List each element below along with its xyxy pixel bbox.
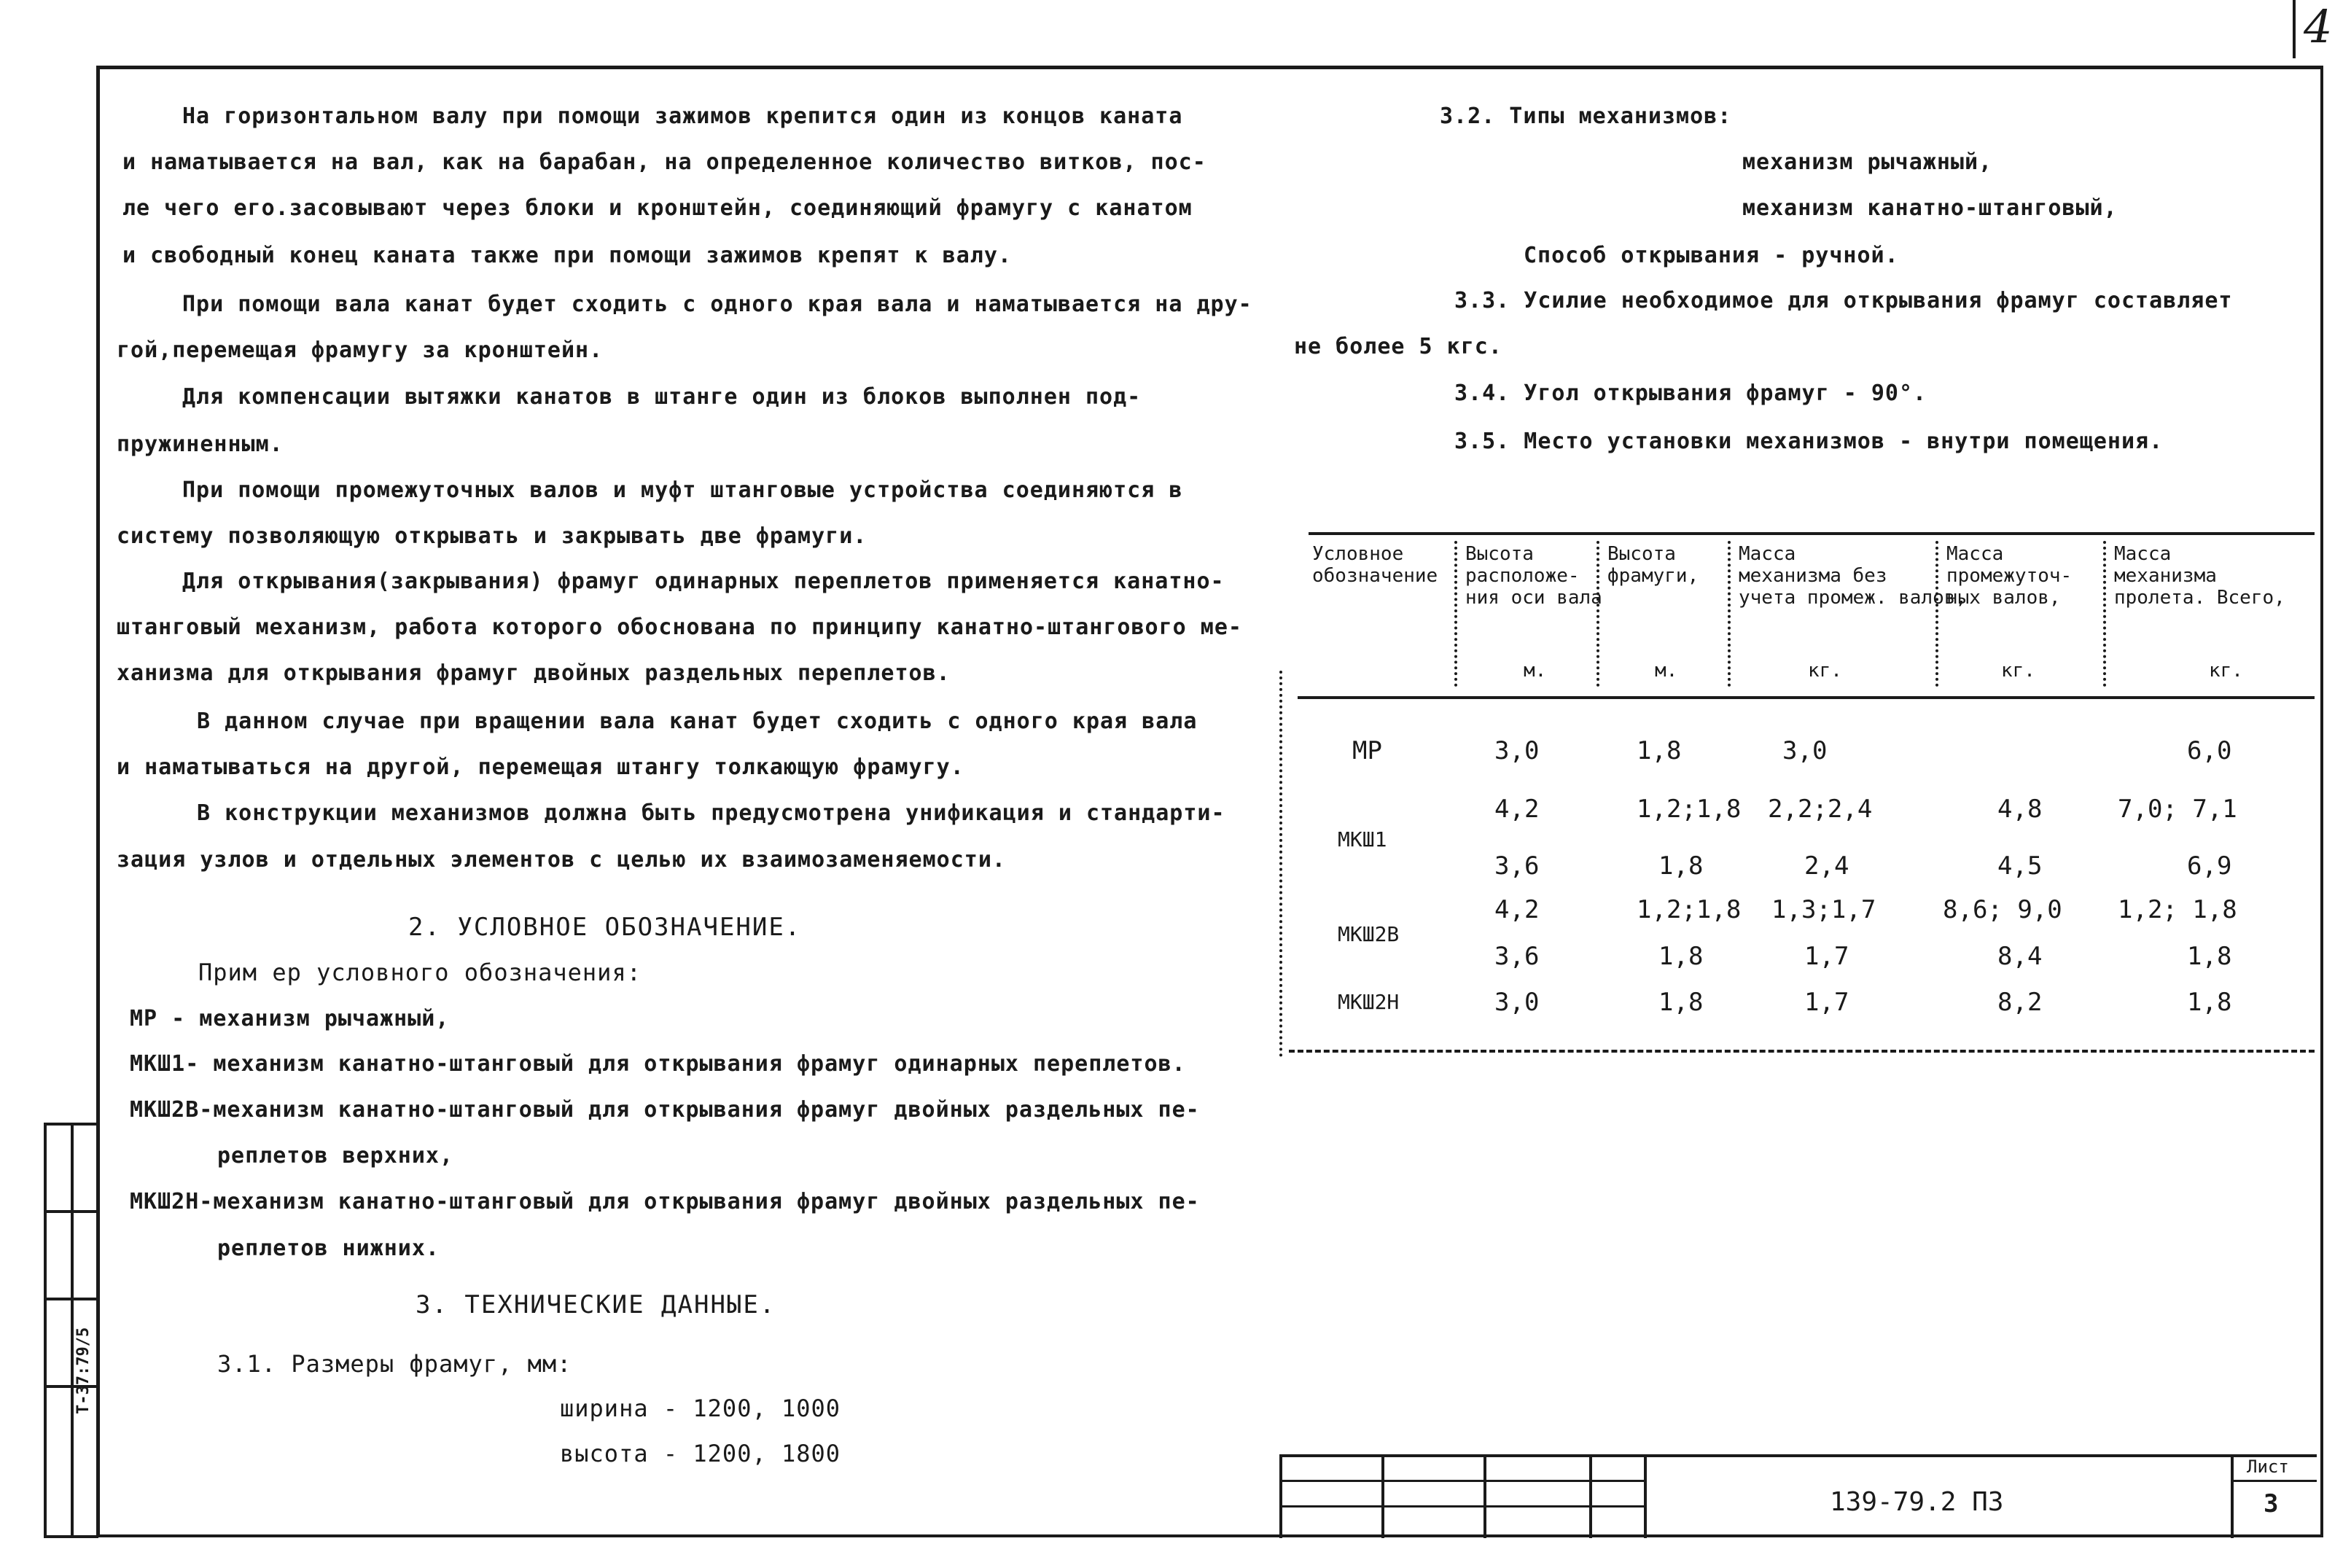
left-line-16: В конструкции механизмов должна быть предусмотрена унификация и стандарти- — [197, 800, 1225, 826]
s32-item-c: Способ открывания - ручной. — [1524, 243, 1899, 268]
section2-item-3: МКШ2В-механизм канатно-штанговый для открывания фрамуг двойных раздельных пе- — [130, 1097, 1200, 1123]
th-total-unit: кг. — [2209, 660, 2243, 682]
s33-text: 3.3. Усилие необходимое для открывания фрамуг составляет — [1454, 288, 2233, 313]
th-mech-unit: кг. — [1808, 660, 1842, 682]
th-mech-mass: Масса механизма без учета промеж. валов, — [1739, 543, 1968, 609]
cell-mech-r4: 1,3;1,7 — [1771, 895, 1876, 924]
section2-heading: 2. УСЛОВНОЕ ОБОЗНАЧЕНИЕ. — [408, 913, 802, 942]
table-bottom-rule — [1289, 1050, 2315, 1053]
cell-shaft-r3: 4,5 — [1997, 851, 2043, 881]
section3-heading: 3. ТЕХНИЧЕСКИЕ ДАННЫЕ. — [416, 1290, 776, 1319]
table-left-edge — [1279, 671, 1282, 1057]
cell-total-r3: 6,9 — [2187, 851, 2232, 881]
table-top-rule — [1309, 532, 2315, 535]
s32-item-a: механизм рычажный, — [1742, 149, 1993, 175]
left-line-12: штанговый механизм, работа которого обоснована по принципу канатно-штангового ме- — [117, 615, 1242, 640]
section2-intro: Прим ер условного обозначения: — [198, 959, 642, 986]
left-line-5: При помощи вала канат будет сходить с одного края вала и наматывается на дру- — [182, 292, 1252, 317]
left-line-15: и наматываться на другой, перемещая штангу толкающую фрамугу. — [117, 754, 964, 780]
cell-total-r5: 1,8 — [2187, 942, 2232, 971]
cell-frame-r1: 1,2;1,8 — [1637, 795, 1742, 824]
th-total-mass: Масса механизма пролета. Всего, — [2114, 543, 2285, 609]
th-axis-unit: м. — [1524, 660, 1547, 682]
section2-item-6: реплетов нижних. — [217, 1236, 440, 1261]
cell-shaft-r6: 8,2 — [1997, 988, 2043, 1017]
th-shaft-mass: Масса промежуточ- ных валов, — [1946, 543, 2073, 609]
cell-axis-r6: 3,0 — [1494, 988, 1540, 1017]
left-line-4: и свободный конец каната также при помощи зажимов крепят к валу. — [122, 243, 1012, 268]
section2-item-2: МКШ1- механизм канатно-штанговый для открывания фрамуг одинарных переплетов. — [130, 1051, 1186, 1077]
cell-frame-r6: 1,8 — [1658, 988, 1704, 1017]
binding-strip-mid — [71, 1123, 74, 1538]
s33-continuation: не более 5 кгс. — [1294, 334, 1502, 359]
cell-code-mksh1: МКШ1 — [1338, 827, 1387, 851]
cell-total-r1: 7,0; 7,1 — [2118, 795, 2237, 824]
stamp-col-0 — [1279, 1454, 1282, 1538]
cell-axis-r4: 4,2 — [1494, 895, 1540, 924]
left-line-14: В данном случае при вращении вала канат будет сходить с одного края вала — [197, 709, 1198, 734]
cell-code-mksh2n: МКШ2Н — [1338, 990, 1400, 1014]
th-frame-height: Высота фрамуги, — [1607, 543, 1699, 587]
left-line-11: Для открывания(закрывания) фрамуг одинарных переплетов применяется канатно- — [182, 569, 1225, 594]
binding-strip-left — [44, 1123, 47, 1538]
stamp-col-5 — [2231, 1454, 2234, 1538]
cell-total-r0: 6,0 — [2187, 736, 2232, 765]
document-code: 139-79.2 ПЗ — [1830, 1487, 2004, 1517]
left-line-10: систему позволяющую открывать и закрывать две фрамуги. — [117, 523, 868, 549]
binding-strip-row2 — [44, 1298, 98, 1300]
table-col-sep-5 — [2103, 541, 2106, 687]
stamp-col-3 — [1589, 1454, 1592, 1538]
section2-item-5: МКШ2Н-механизм канатно-штанговый для открывания фрамуг двойных раздельных пе- — [130, 1189, 1200, 1214]
cell-code-r0: МР — [1352, 736, 1382, 765]
sheet-label: Лист — [2247, 1456, 2289, 1477]
cell-axis-r0: 3,0 — [1494, 736, 1540, 765]
binding-strip-bottom — [44, 1535, 98, 1538]
cell-frame-r3: 1,8 — [1658, 851, 1704, 881]
section2-item-1: МР - механизм рычажный, — [130, 1006, 450, 1031]
cell-shaft-r5: 8,4 — [1997, 942, 2043, 971]
s34-text: 3.4. Угол открывания фрамуг - 90°. — [1454, 381, 1927, 406]
section3-width: ширина - 1200, 1000 — [560, 1395, 841, 1422]
cell-mech-r0: 3,0 — [1782, 736, 1828, 765]
section3-sizes-title: 3.1. Размеры фрамуг, мм: — [217, 1350, 572, 1378]
left-line-2: и наматывается на вал, как на барабан, на определенное количество витков, пос- — [122, 149, 1206, 175]
cell-frame-r4: 1,2;1,8 — [1637, 895, 1742, 924]
section2-item-4: реплетов верхних, — [217, 1143, 454, 1169]
cell-frame-r5: 1,8 — [1658, 942, 1704, 971]
s32-title: 3.2. Типы механизмов: — [1440, 104, 1732, 129]
cell-total-r6: 1,8 — [2187, 988, 2232, 1017]
th-frame-unit: м. — [1655, 660, 1678, 682]
left-line-1: На горизонтальном валу при помощи зажимов крепится один из концов каната — [182, 104, 1183, 129]
cell-shaft-r4: 8,6; 9,0 — [1943, 895, 2062, 924]
cell-shaft-r1: 4,8 — [1997, 795, 2043, 824]
page-number-corner: 4 — [2304, 0, 2333, 53]
left-line-9: При помощи промежуточных валов и муфт штанговые устройства соединяются в — [182, 477, 1183, 503]
stamp-sheet-divider — [2231, 1480, 2317, 1482]
side-code: Т-37:79/5 — [74, 1327, 93, 1414]
binding-strip-row1 — [44, 1210, 98, 1213]
stamp-col-2 — [1483, 1454, 1486, 1538]
table-col-sep-3 — [1728, 541, 1731, 687]
cell-mech-r6: 1,7 — [1804, 988, 1849, 1017]
cell-axis-r3: 3,6 — [1494, 851, 1540, 881]
th-code: Условное обозначение — [1312, 543, 1438, 587]
corner-tick — [2293, 0, 2296, 58]
cell-mech-r1: 2,2;2,4 — [1768, 795, 1873, 824]
cell-frame-r0: 1,8 — [1637, 736, 1682, 765]
th-shaft-unit: кг. — [2001, 660, 2035, 682]
left-line-13: ханизма для открывания фрамуг двойных раздельных переплетов. — [117, 660, 951, 686]
left-line-7: Для компенсации вытяжки канатов в штанге один из блоков выполнен под- — [182, 384, 1142, 410]
sheet-number: 3 — [2264, 1489, 2279, 1518]
cell-total-r4: 1,2; 1,8 — [2118, 895, 2237, 924]
left-line-3: ле чего его.засовывают через блоки и кронштейн, соединяющий фрамугу с канатом — [122, 195, 1193, 221]
stamp-col-1 — [1381, 1454, 1384, 1538]
left-line-17: зация узлов и отдельных элементов с целью их взаимозаменяемости. — [117, 847, 1006, 873]
stamp-top — [1279, 1454, 2317, 1457]
cell-axis-r5: 3,6 — [1494, 942, 1540, 971]
table-header-rule — [1298, 696, 2315, 699]
left-line-6: гой,перемещая фрамугу за кронштейн. — [117, 338, 604, 363]
s32-item-b: механизм канатно-штанговый, — [1742, 195, 2118, 221]
table-col-sep-1 — [1454, 541, 1457, 687]
cell-axis-r1: 4,2 — [1494, 795, 1540, 824]
section3-height: высота - 1200, 1800 — [560, 1440, 841, 1467]
stamp-col-4 — [1644, 1454, 1647, 1538]
cell-mech-r5: 1,7 — [1804, 942, 1849, 971]
cell-code-mksh2v: МКШ2В — [1338, 922, 1400, 946]
th-axis-height: Высота расположе- ния оси вала — [1465, 543, 1602, 609]
left-line-8: пружиненным. — [117, 432, 284, 457]
cell-mech-r3: 2,4 — [1804, 851, 1849, 881]
s35-text: 3.5. Место установки механизмов - внутри помещения. — [1454, 429, 2164, 454]
